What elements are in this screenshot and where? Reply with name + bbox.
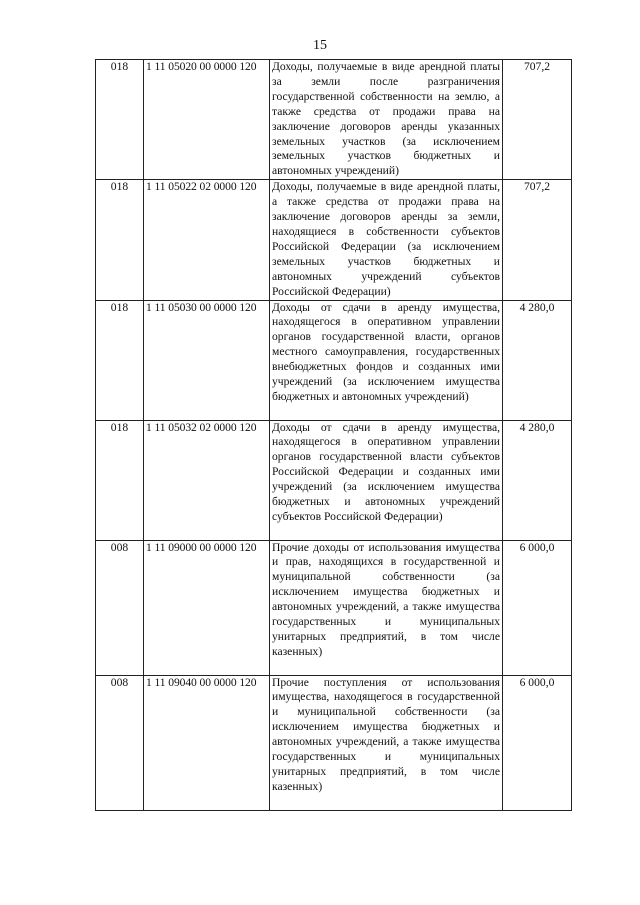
revenue-description-cell: Доходы от сдачи в аренду имущества, находящегося в оперативном управлении органов государственной власти субъектов Российской Федерации и созданных ими учреждений (за исключением имущества бюджетных и автономных учреждений субъектов Российской Федерации) xyxy=(270,420,503,540)
table-row xyxy=(96,300,572,420)
amount-cell: 4 280,0 xyxy=(503,420,572,540)
budget-classification-code-cell: 1 11 05032 02 0000 120 xyxy=(144,420,270,540)
table-row xyxy=(96,180,572,300)
amount-cell: 6 000,0 xyxy=(503,540,572,675)
amount-cell: 4 280,0 xyxy=(503,300,572,420)
budget-classification-code-cell: 1 11 05020 00 0000 120 xyxy=(144,60,270,180)
budget-classification-code-cell: 1 11 09040 00 0000 120 xyxy=(144,675,270,810)
administrator-code-cell: 018 xyxy=(96,420,144,540)
budget-classification-code-cell: 1 11 05030 00 0000 120 xyxy=(144,300,270,420)
table-row xyxy=(96,420,572,540)
table-row xyxy=(96,540,572,675)
amount-cell: 707,2 xyxy=(503,60,572,180)
amount-cell: 707,2 xyxy=(503,180,572,300)
revenue-description-cell: Доходы от сдачи в аренду имущества, находящегося в оперативном управлении органов государственной власти, органов местного самоуправления, государственных внебюджетных фондов и созданных ими учреждений (за исключением имущества бюджетных и автономных учреждений) xyxy=(270,300,503,420)
budget-classification-code-cell: 1 11 05022 02 0000 120 xyxy=(144,180,270,300)
table-row xyxy=(96,60,572,180)
table-body xyxy=(96,60,572,811)
administrator-code-cell: 018 xyxy=(96,180,144,300)
administrator-code-cell: 018 xyxy=(96,60,144,180)
amount-cell: 6 000,0 xyxy=(503,675,572,810)
administrator-code-cell: 008 xyxy=(96,540,144,675)
revenue-description-cell: Прочие доходы от использования имущества и прав, находящихся в государственной и муниципальной собственности (за исключением имущества бюджетных и автономных учреждений, а также имущества государственных и муниципальных унитарных предприятий, в том числе казенных) xyxy=(270,540,503,675)
administrator-code-cell: 008 xyxy=(96,675,144,810)
budget-classification-code-cell: 1 11 09000 00 0000 120 xyxy=(144,540,270,675)
administrator-code-cell: 018 xyxy=(96,300,144,420)
revenue-description-cell: Доходы, получаемые в виде арендной платы, а также средства от продажи права на заключение договоров аренды за земли, находящиеся в собственности субъектов Российской Федерации (за исключением земельных участков бюджетных и автономных учреждений субъектов Российской Федерации) xyxy=(270,180,503,300)
page-number: 15 xyxy=(313,38,327,53)
table-row xyxy=(96,675,572,810)
revenue-description-cell: Прочие поступления от использования имущества, находящегося в государственной и муниципальной собственности (за исключением имущества бюджетных и автономных учреждений, а также имущества государственных и муниципальных унитарных предприятий, в том числе казенных) xyxy=(270,675,503,810)
revenue-description-cell: Доходы, получаемые в виде арендной платы за земли после разграничения государственной собственности на землю, а также средства от продажи права на заключение договоров аренды указанных земельных участков (за исключением земельных участков бюджетных и автономных учреждений) xyxy=(270,60,503,180)
budget-revenue-table xyxy=(95,59,572,811)
